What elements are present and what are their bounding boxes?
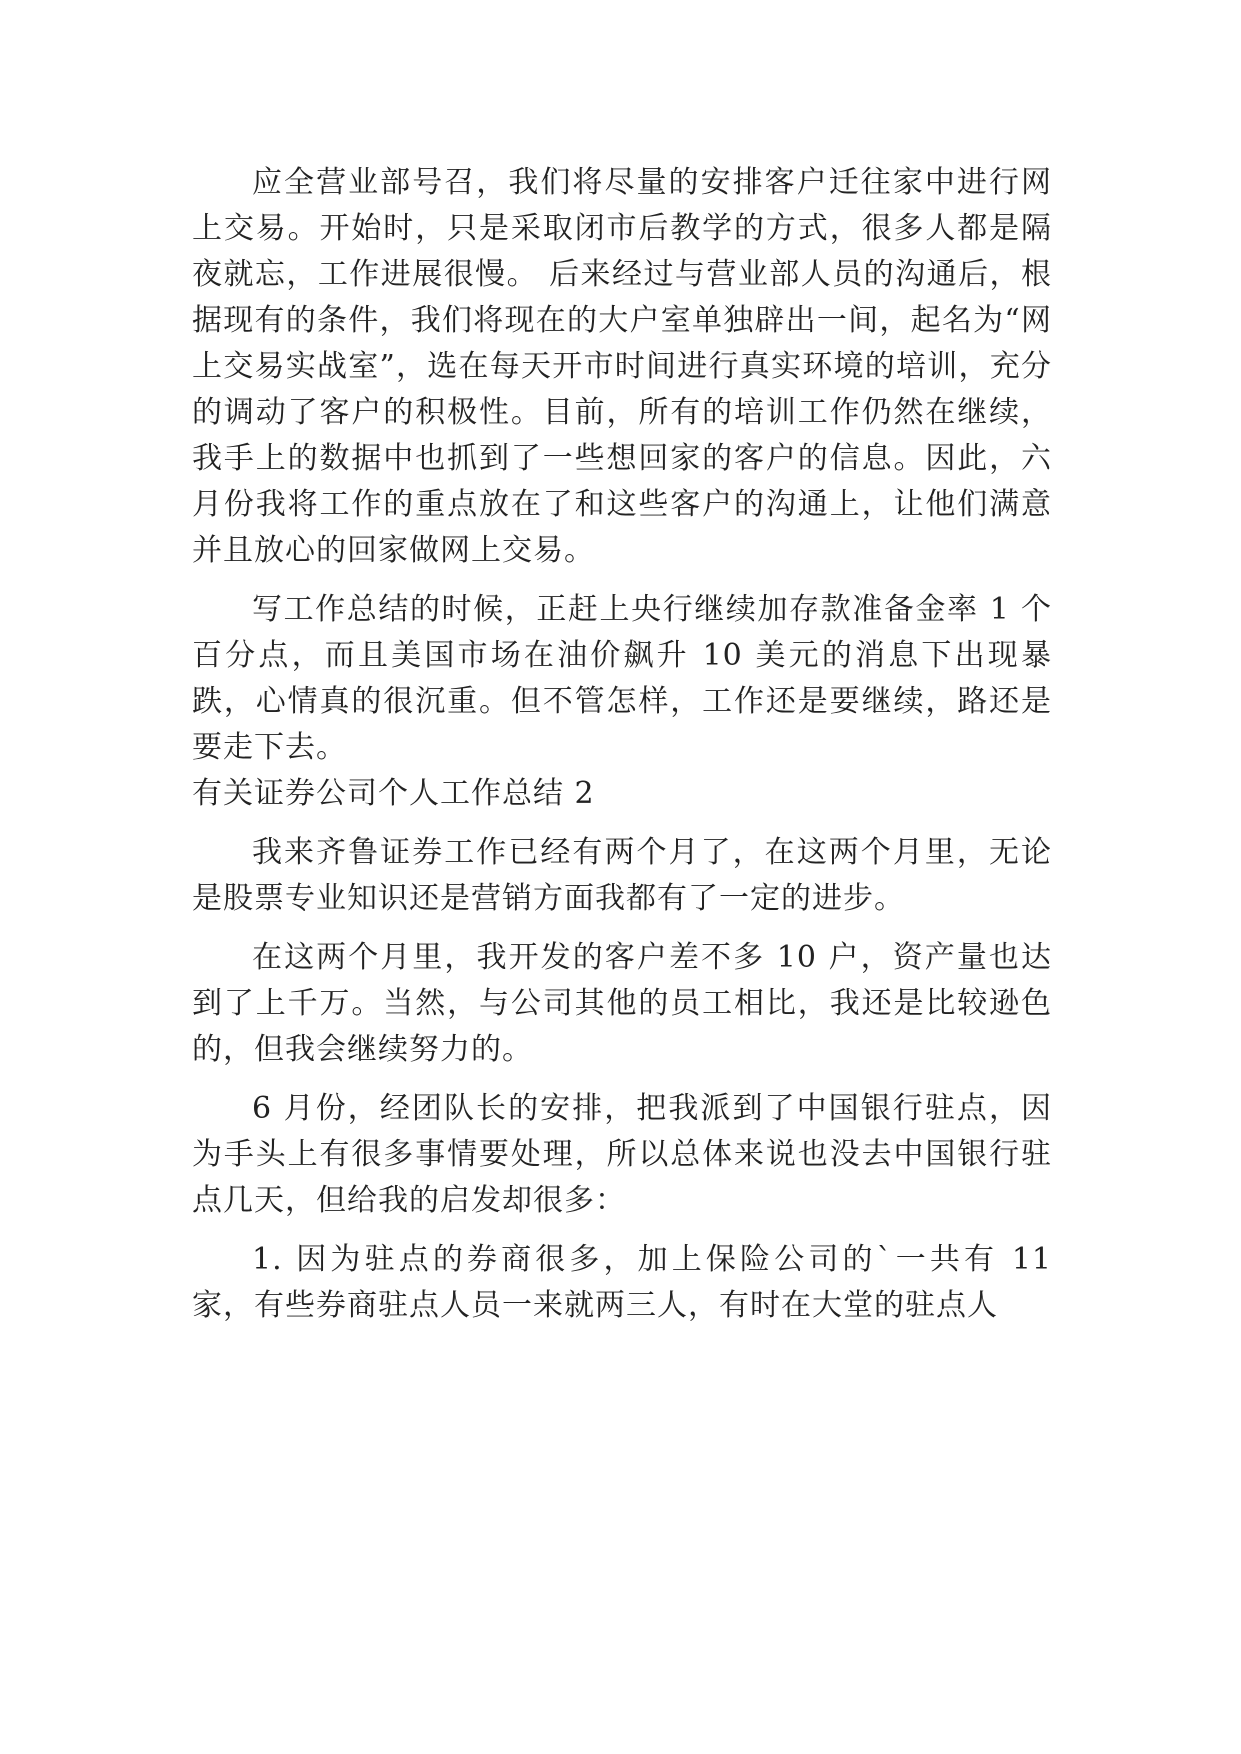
document-body <box>192 160 1052 1342</box>
paragraph-online-trading: 应全营业部号召，我们将尽量的安排客户迁往家中进行网上交易。开始时，只是采取闭市后教学的方式，很多人都是隔夜就忘，工作进展很慢。 后来经过与营业部人员的沟通后，根据现有的条件，我们将现在的大户室单独辟出一间，起名为“网上交易实战室”，选在每天开市时间进行真实环境的培训，充分的调动了客户的积极性。目前，所有的培训工作仍然在继续，我手上的数据中也抓到了一些想回家的客户的信息。因此，六月份我将工作的重点放在了和这些客户的沟通上，让他们满意并且放心的回家做网上交易。 <box>192 165 1052 568</box>
paragraph-two-months: 我来齐鲁证券工作已经有两个月了，在这两个月里，无论是股票专业知识还是营销方面我都有了一定的进步。 <box>192 835 1052 916</box>
paragraph-clients: 在这两个月里，我开发的客户差不多 10 户，资产量也达到了上千万。当然，与公司其他的员工相比，我还是比较逊色的，但我会继续努力的。 <box>192 940 1052 1067</box>
paragraph-june-assignment: 6 月份，经团队长的安排，把我派到了中国银行驻点，因为手头上有很多事情要处理，所以总体来说也没去中国银行驻点几天，但给我的启发却很多： <box>192 1091 1052 1218</box>
paragraph-summary-writing: 写工作总结的时候，正赶上央行继续加存款准备金率 1 个百分点，而且美国市场在油价飙升 10 美元的消息下出现暴跌，心情真的很沉重。但不管怎样，工作还是要继续，路还是要走下去。 <box>192 592 1052 765</box>
paragraph-list-item-1: 1. 因为驻点的券商很多，加上保险公司的`一共有 11 家，有些券商驻点人员一来就两三人，有时在大堂的驻点人 <box>192 1242 1052 1323</box>
section-heading: 有关证券公司个人工作总结 2 <box>192 776 595 811</box>
